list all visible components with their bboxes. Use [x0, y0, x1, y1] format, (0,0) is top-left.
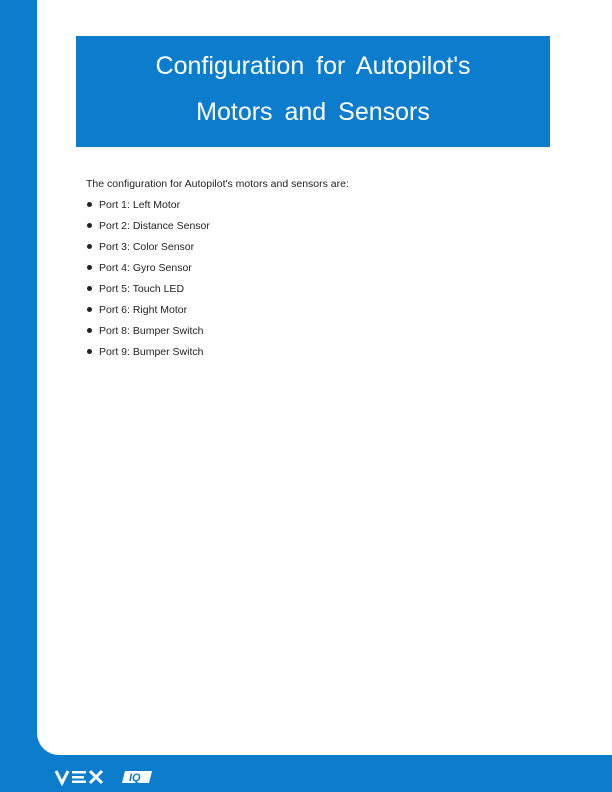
list-item — [86, 219, 536, 240]
list-item — [86, 345, 536, 366]
page-title-line-2: Motors and Sensors — [196, 98, 430, 126]
svg-text:IQ: IQ — [129, 772, 141, 784]
page-title-line-1: Configuration for Autopilot's — [155, 52, 471, 80]
list-item — [86, 303, 536, 324]
port-label: Port 9: Bumper Switch — [99, 346, 204, 358]
content-body — [86, 178, 536, 366]
list-item — [86, 198, 536, 219]
list-item — [86, 324, 536, 345]
bullet-icon — [87, 244, 92, 249]
bullet-icon — [87, 265, 92, 270]
list-item — [86, 261, 536, 282]
port-list — [86, 198, 536, 366]
bullet-icon — [87, 223, 92, 228]
port-label: Port 6: Right Motor — [99, 304, 188, 316]
port-label: Port 4: Gyro Sensor — [99, 262, 192, 274]
vex-iq-logo-icon — [55, 768, 155, 786]
port-label: Port 5: Touch LED — [99, 283, 185, 295]
intro-paragraph: The configuration for Autopilot's motors and sensors are: — [86, 178, 349, 190]
bullet-icon — [87, 328, 92, 333]
bullet-icon — [87, 349, 92, 354]
bullet-icon — [87, 307, 92, 312]
title-banner — [76, 36, 550, 147]
port-label: Port 2: Distance Sensor — [99, 220, 210, 232]
port-label: Port 1: Left Motor — [99, 199, 181, 211]
bullet-icon — [87, 286, 92, 291]
bullet-icon — [87, 202, 92, 207]
port-label: Port 3: Color Sensor — [99, 241, 195, 253]
port-label: Port 8: Bumper Switch — [99, 325, 204, 337]
list-item — [86, 240, 536, 261]
list-item — [86, 282, 536, 303]
